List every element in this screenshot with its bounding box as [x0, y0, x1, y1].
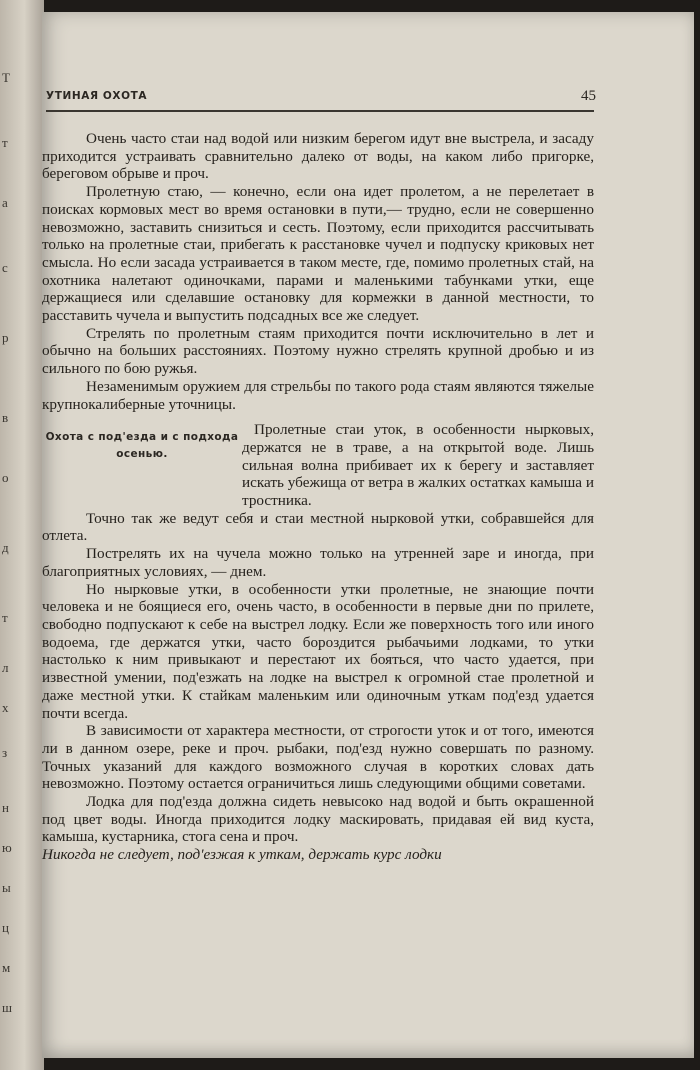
facing-page-fragment: м: [2, 960, 11, 975]
subsection-heading: Охота с под'езда и с подхода осенью.: [45, 431, 239, 461]
paragraph: Незаменимым оружием для стрельбы по такого рода стаям являются тяжелые крупнокалиберные уточницы.: [42, 377, 594, 413]
paragraph: Пролетные стаи уток, в особенности нырковых, держатся не в траве, а на открытой воде. Лишь сильная волна прибивает их к берегу и заставляет искать убежища от ветра в жалких остатках камыша и тростника.: [242, 421, 594, 510]
facing-page-fragment: ы: [2, 880, 12, 895]
facing-page-fragment: ц: [2, 920, 10, 935]
facing-page-fragment: р: [2, 330, 9, 345]
body-text: [42, 130, 594, 864]
paragraph: Точно так же ведут себя и стаи местной нырковой утки, собравшейся для отлета.: [42, 509, 594, 545]
paragraph: В зависимости от характера местности, от строгости уток и от того, имеются ли в данном озере, реке и проч. рыбаки, под'езд нужно совершать по разному. Точных указаний для каждого возможного случая в коротких словах дать невозможно. Поэтому остается ограничиться лишь следующими общими советами.: [42, 722, 594, 793]
facing-page-fragment: т: [2, 610, 9, 625]
paragraph: Лодка для под'езда должна сидеть невысоко над водой и быть окрашенной под цвет воды. Иногда приходится лодку маскировать, придавая ей вид куста, камыша, кустарника, стога сена и проч.: [42, 793, 594, 846]
paragraph: Очень часто стаи над водой или низким берегом идут вне выстрела, и засаду приходится устраивать сравнительно далеко от воды, на каком либо пригорке, береговом обрыве и проч.: [42, 130, 594, 183]
paragraph: Стрелять по пролетным стаям приходится почти исключительно в лет и обычно на больших расстояниях. Поэтому нужно стрелять крупной дробью и из сильного по бою ружья.: [42, 324, 594, 378]
facing-page-fragment: з: [2, 745, 8, 760]
facing-page-fragment: д: [2, 540, 10, 555]
running-title: УТИНАЯ ОХОТА: [46, 90, 148, 102]
subsection-body: [242, 421, 594, 510]
facing-page-fragment: Т: [2, 70, 11, 85]
facing-page-edge: [0, 0, 44, 1070]
paragraph: Пролетную стаю, — конечно, если она идет пролетом, а не перелетает в поисках кормовых мест во время остановки в пути,— трудно, если не совершенно невозможно, заставить снизиться и сесть. Поэтому, если приходится рассчитывать только на пролетные стаи, прибегать к расстановке чучел и подпуску криковых нет смысла. Но если засада устраивается в таком месте, где, помимо пролетных стай, на охотника налетают одиночками, парами и маленькими табунками утки, еще держащиеся или сделавшие остановку для кормежки в данной местности, то расставить чучела и выпустить подсадных все же следует.: [42, 183, 594, 325]
facing-page-fragment: а: [2, 195, 9, 210]
italic-line: Никогда не следует, под'езжая к уткам, держать курс лодки: [42, 846, 442, 864]
facing-page-fragment: н: [2, 800, 10, 815]
running-head: [46, 88, 594, 112]
facing-page-fragment: х: [2, 700, 9, 715]
book-page: [42, 12, 694, 1058]
facing-page-fragment: т: [2, 135, 9, 150]
facing-page-fragment: ш: [2, 1000, 13, 1015]
facing-page-fragment: с: [2, 260, 9, 275]
subsection: [42, 421, 594, 510]
facing-page-fragment: ю: [2, 840, 13, 855]
facing-page-fragment: о: [2, 470, 9, 485]
page-number: 45: [581, 88, 596, 104]
facing-page-fragment: в: [2, 410, 9, 425]
facing-page-fragment: л: [2, 660, 9, 675]
paragraph: Пострелять их на чучела можно только на утренней заре и иногда, при благоприятных условиях, — днем.: [42, 545, 594, 580]
paragraph: Но нырковые утки, в особенности утки пролетные, не знающие почти человека и не боящиеся его, очень часто, в особенности в первые дни по прилете, свободно подпускают к себе на выстрел лодку. Если же поверхность того или иного водоема, где держатся утки, часто бороздится рыбачьими лодками, то утки настолько к ним привыкают и перестают их бояться, что часто удается, при известной умении, под'езжать на лодке на выстрел к огромной стае пролетной и даже местной утки. К стайкам маленьким или одиночным уткам под'езд удается почти всегда.: [42, 580, 594, 722]
